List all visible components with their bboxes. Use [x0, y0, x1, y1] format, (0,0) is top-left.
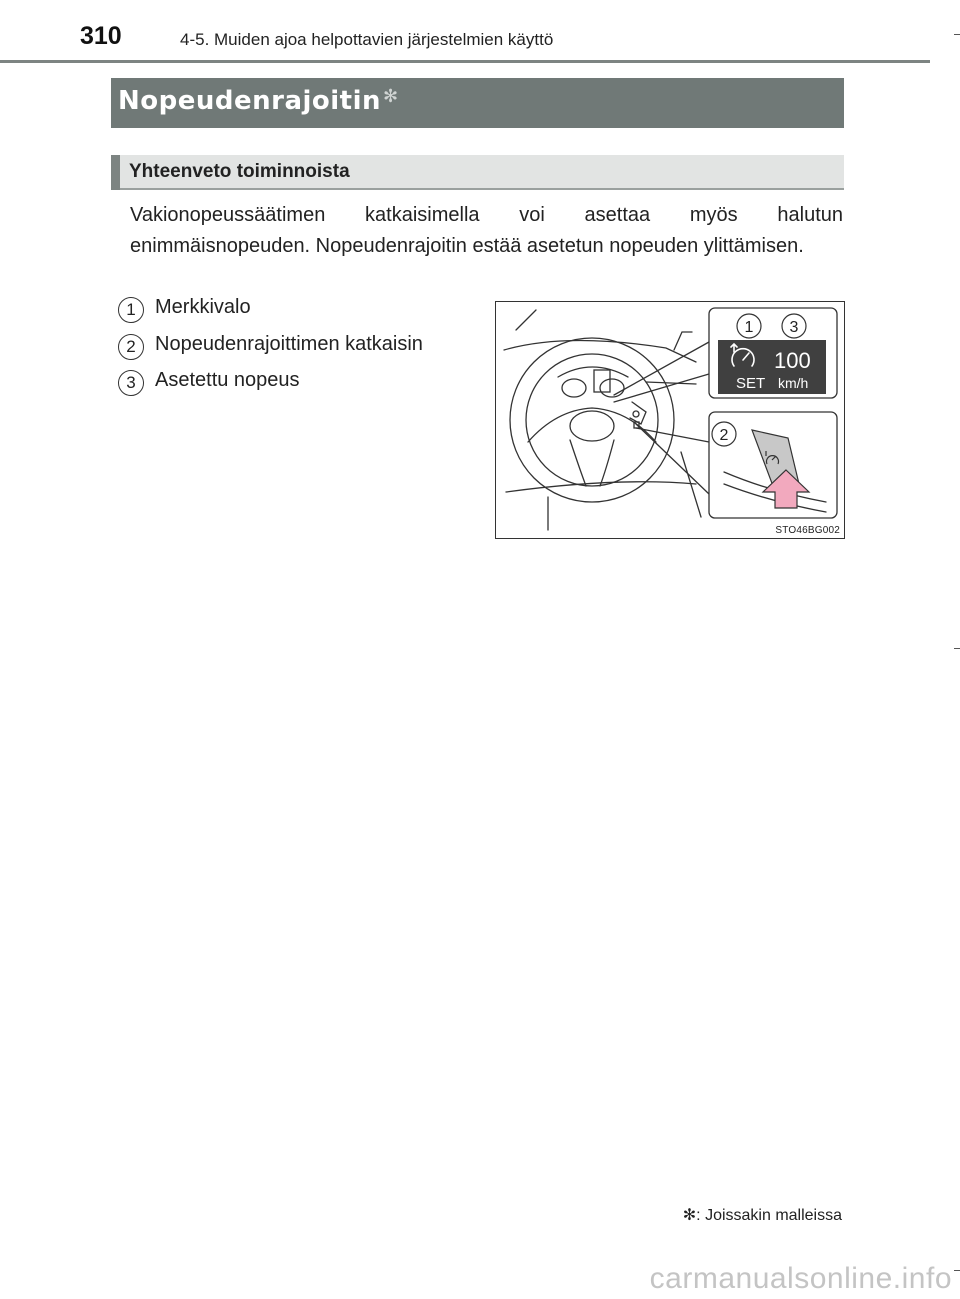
legend-number: 1	[118, 297, 144, 323]
callout-number: 1	[744, 319, 754, 336]
figure-code: STO46BG002	[775, 525, 840, 536]
subsection-accent	[111, 155, 120, 190]
callout-number: 2	[719, 427, 729, 444]
legend-label: Nopeudenrajoittimen katkaisin	[155, 333, 423, 355]
legend-number: 2	[118, 334, 144, 360]
page-title: Nopeudenrajoitin	[118, 86, 382, 116]
display-speed: 100	[774, 348, 811, 373]
callout-number: 3	[789, 319, 799, 336]
crop-mark	[954, 34, 960, 35]
title-bar	[111, 78, 844, 128]
dashboard-illustration	[495, 301, 845, 539]
watermark: carmanualsonline.info	[649, 1262, 952, 1295]
crop-mark	[954, 648, 960, 649]
display-unit: km/h	[778, 375, 809, 391]
footnote	[683, 1205, 842, 1225]
subsection-title: Yhteenveto toiminnoista	[129, 161, 350, 182]
legend-number: 3	[118, 370, 144, 396]
header-rule	[0, 60, 930, 63]
asterisk-icon: ✻	[383, 86, 399, 107]
asterisk-icon: ✻	[682, 1207, 697, 1224]
crop-mark	[954, 1270, 960, 1271]
legend-label: Asetettu nopeus	[155, 369, 300, 391]
intro-paragraph: Vakionopeussäätimen katkaisimella voi asettaa myös halutun enimmäisnopeuden. Nopeudenrajoitin estää asetetun nopeuden ylittämisen.	[130, 204, 843, 257]
legend-label: Merkkivalo	[155, 296, 251, 318]
subsection-bar	[111, 155, 844, 190]
footnote-text: : Joissakin malleissa	[696, 1207, 842, 1224]
dashboard-drawing	[496, 302, 844, 538]
page-number: 310	[80, 22, 122, 50]
display-set: SET	[736, 375, 766, 392]
running-head: 4-5. Muiden ajoa helpottavien järjestelmien käyttö	[180, 30, 554, 49]
